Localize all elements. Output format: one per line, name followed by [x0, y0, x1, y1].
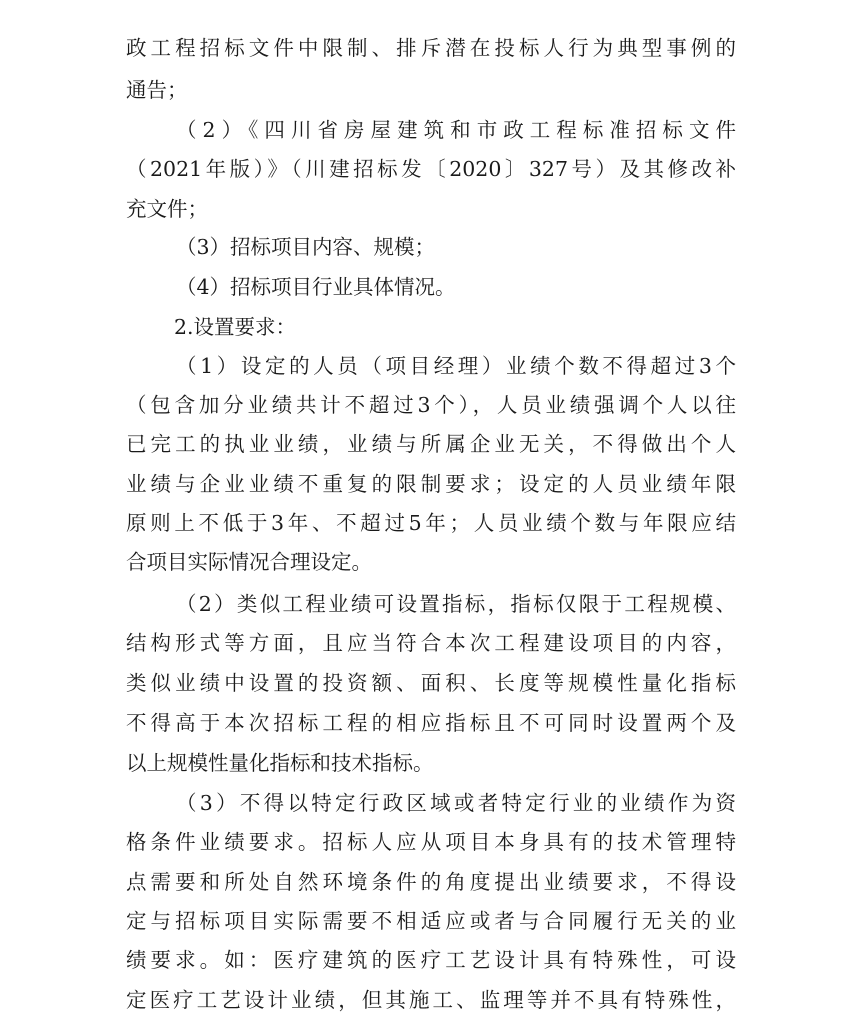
- text-line: 已完工的执业业绩，业绩与所属企业无关，不得做出个人: [126, 432, 736, 456]
- text-line: （1）设定的人员（项目经理）业绩个数不得超过3个: [176, 354, 736, 378]
- text-line: （3）招标项目内容、规模；: [176, 235, 436, 259]
- text-line: 结构形式等方面，且应当符合本次工程建设项目的内容，: [126, 631, 736, 655]
- text-line: 格条件业绩要求。招标人应从项目本身具有的技术管理特: [126, 830, 736, 854]
- text-line: 充文件；: [126, 197, 208, 221]
- text-line: （2021年版）》（川建招标发〔2020〕327号）及其修改补: [126, 157, 736, 181]
- text-line: 通告；: [126, 78, 188, 102]
- text-line: 绩要求。如：医疗建筑的医疗工艺设计具有特殊性，可设: [126, 948, 736, 972]
- text-line: 定医疗工艺设计业绩，但其施工、监理等并不具有特殊性，: [126, 988, 736, 1012]
- text-line: （2）《四川省房屋建筑和市政工程标准招标文件: [176, 118, 736, 142]
- text-line: 合项目实际情况合理设定。: [126, 550, 372, 574]
- text-line: （3）不得以特定行政区域或者特定行业的业绩作为资: [176, 791, 736, 815]
- text-line: 业绩与企业业绩不重复的限制要求；设定的人员业绩年限: [126, 472, 736, 496]
- text-line: 定与招标项目实际需要不相适应或者与合同履行无关的业: [126, 909, 736, 933]
- section-heading: 2.设置要求：: [174, 315, 297, 339]
- text-line: 类似业绩中设置的投资额、面积、长度等规模性量化指标: [126, 671, 736, 695]
- text-line: 以上规模性量化指标和技术指标。: [126, 751, 434, 775]
- text-line: 点需要和所处自然环境条件的角度提出业绩要求，不得设: [126, 870, 736, 894]
- text-line: （2）类似工程业绩可设置指标，指标仅限于工程规模、: [176, 592, 736, 616]
- text-line: （包含加分业绩共计不超过3个），人员业绩强调个人以往: [126, 393, 736, 417]
- text-line: 原则上不低于3年、不超过5年；人员业绩个数与年限应结: [126, 511, 736, 535]
- text-line: （4）招标项目行业具体情况。: [176, 275, 456, 299]
- text-line: 不得高于本次招标工程的相应指标且不可同时设置两个及: [126, 711, 736, 735]
- text-line: 政工程招标文件中限制、排斥潜在投标人行为典型事例的: [126, 36, 736, 60]
